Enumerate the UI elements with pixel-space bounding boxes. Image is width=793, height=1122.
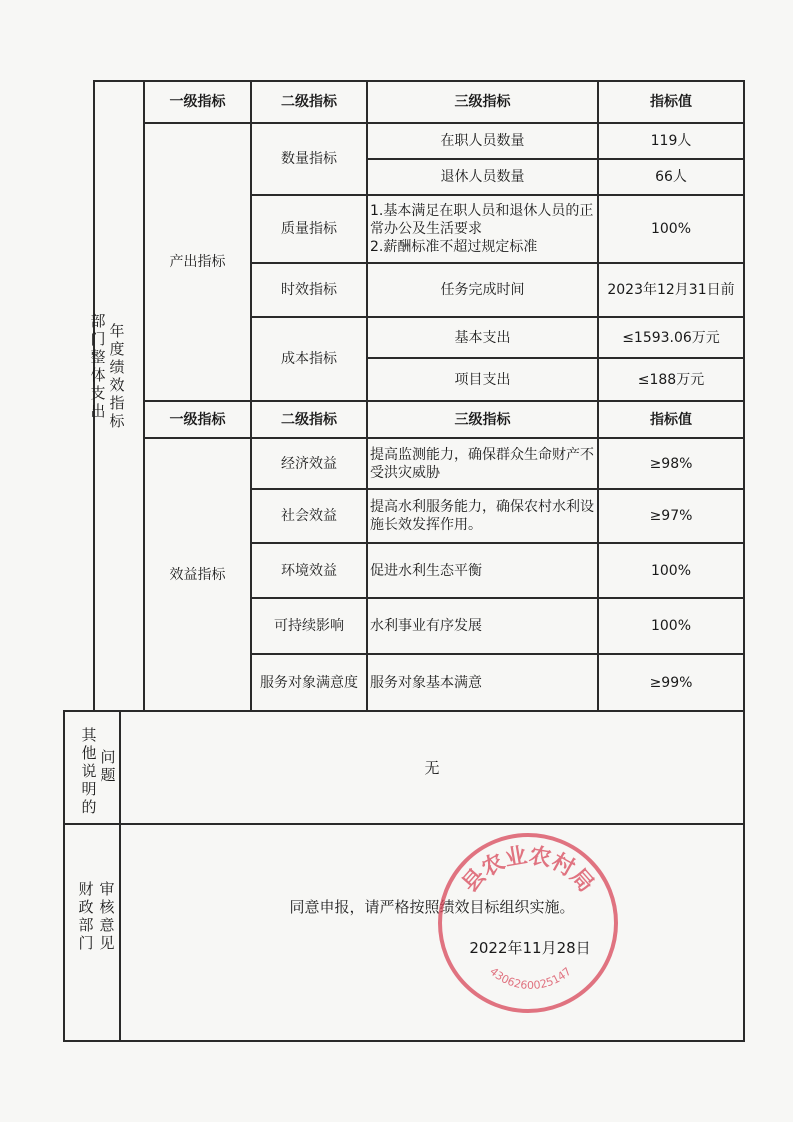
seal-graphic xyxy=(433,828,623,1018)
rule xyxy=(63,823,745,825)
timeliness-indicator-label: 时效指标 xyxy=(281,282,337,298)
retired-count-value: 66人 xyxy=(655,169,687,185)
finance-label-b: 审核意见 xyxy=(99,880,115,952)
quality-indicator-label: 质量指标 xyxy=(281,221,337,237)
quality-indicator-detail xyxy=(370,197,595,261)
output-header-level3: 三级指标 xyxy=(454,94,511,110)
sustainability-detail: 水利事业有序发展 xyxy=(370,618,482,634)
environmental-benefit-value: 100% xyxy=(650,562,692,579)
retired-count-label: 退休人员数量 xyxy=(440,169,525,185)
section-label-department: 部门整体支出 xyxy=(90,312,106,420)
section-label-annual-indicators: 年度绩效指标 xyxy=(109,322,125,430)
project-expense-label: 项目支出 xyxy=(454,371,511,388)
table-right-border xyxy=(743,80,745,1042)
environmental-benefit-detail: 促进水利生态平衡 xyxy=(370,562,482,579)
satisfaction-detail: 服务对象基本满意 xyxy=(370,674,482,691)
satisfaction-label: 服务对象满意度 xyxy=(260,674,358,691)
output-level1-label: 产出指标 xyxy=(169,254,226,270)
environmental-benefit-label: 环境效益 xyxy=(281,562,337,579)
social-benefit-detail: 提高水利服务能力，确保农村水利设施长效发挥作用。 xyxy=(370,499,594,533)
table-bottom-border xyxy=(63,1040,745,1042)
basic-expense-label: 基本支出 xyxy=(454,329,511,346)
benefit-header-value: 指标值 xyxy=(650,411,692,428)
benefit-header-level2: 二级指标 xyxy=(281,411,337,428)
benefit-header-level3: 三级指标 xyxy=(454,411,511,428)
staff-count-value: 119人 xyxy=(650,133,692,149)
output-header-value: 指标值 xyxy=(650,94,692,110)
other-issues-text: 无 xyxy=(424,758,440,777)
quantity-indicator-label: 数量指标 xyxy=(281,151,337,167)
official-seal xyxy=(433,828,623,1018)
quality-requirement-2: 2.薪酬标准不超过规定标准 xyxy=(370,239,538,255)
sustainability-value: 100% xyxy=(650,618,692,634)
project-expense-value: ≤188万元 xyxy=(637,371,705,388)
output-header-level1: 一级指标 xyxy=(169,94,226,110)
finance-approval-date: 2022年11月28日 xyxy=(469,939,591,957)
satisfaction-value: ≥99% xyxy=(649,674,693,691)
completion-time-value: 2023年12月31日前 xyxy=(607,282,735,298)
benefit-level1-label: 效益指标 xyxy=(169,566,226,583)
quality-indicator-value: 100% xyxy=(650,221,692,237)
economic-benefit-label: 经济效益 xyxy=(281,455,337,472)
staff-count-label: 在职人员数量 xyxy=(440,133,525,149)
table-left-border xyxy=(63,710,65,1042)
finance-label-a: 财政部门 xyxy=(78,880,94,952)
seal-arc-text: 县农业农村局 xyxy=(457,843,599,898)
quality-requirement-1: 1.基本满足在职人员和退休人员的正常办公及生活要求 xyxy=(370,203,594,237)
completion-time-label: 任务完成时间 xyxy=(440,282,525,298)
other-issues-label-a: 其他说明的 xyxy=(81,726,97,816)
social-benefit-label: 社会效益 xyxy=(281,508,337,524)
basic-expense-value: ≤1593.06万元 xyxy=(622,329,720,346)
cost-indicator-label: 成本指标 xyxy=(281,351,337,367)
sustainability-label: 可持续影响 xyxy=(274,618,344,634)
economic-benefit-value: ≥98% xyxy=(649,455,693,472)
other-issues-label-b: 问题 xyxy=(100,748,116,784)
finance-opinion-text: 同意申报，请严格按照绩效目标组织实施。 xyxy=(289,898,575,916)
social-benefit-value: ≥97% xyxy=(649,508,693,524)
benefit-header-level1: 一级指标 xyxy=(169,411,226,428)
economic-benefit-detail: 提高监测能力，确保群众生命财产不受洪灾威胁 xyxy=(370,446,594,481)
seal-code-text: 4306260025147 xyxy=(487,964,574,992)
output-header-level2: 二级指标 xyxy=(281,94,337,110)
